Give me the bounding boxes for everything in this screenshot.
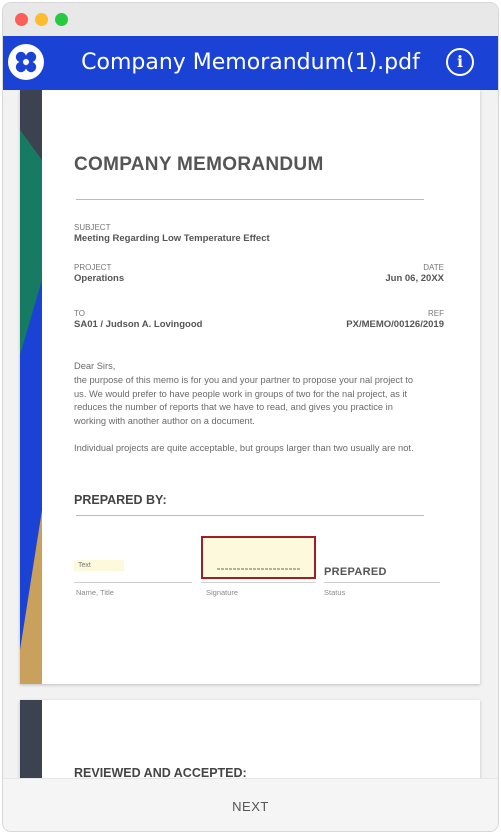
ref-value: PX/MEMO/00126/2019: [346, 319, 444, 330]
page-accent-stripe: [20, 700, 42, 778]
project-label: PROJECT: [74, 263, 112, 272]
page-accent-stripe: [20, 90, 42, 684]
signature-field-underline: [201, 582, 316, 583]
info-icon[interactable]: i: [446, 48, 474, 76]
prepared-by-heading: PREPARED BY:: [74, 493, 167, 507]
pdf-viewer[interactable]: [3, 90, 498, 778]
prepared-divider: [76, 515, 424, 516]
footer-bar: [3, 778, 498, 831]
close-window-button[interactable]: [15, 13, 28, 26]
app-logo-icon[interactable]: [8, 44, 44, 80]
document-title: Company Memorandum(1).pdf: [81, 50, 420, 75]
subject-value: Meeting Regarding Low Temperature Effect: [74, 233, 270, 244]
name-title-input[interactable]: Text: [74, 560, 124, 571]
zoom-window-button[interactable]: [55, 13, 68, 26]
memo-paragraph-2: Individual projects are quite acceptable, but groups larger than two usually are not.: [74, 443, 414, 453]
window-titlebar: [3, 3, 498, 36]
pdf-page-1: [20, 90, 480, 684]
date-label: DATE: [423, 263, 444, 272]
memo-title: COMPANY MEMORANDUM: [74, 154, 324, 175]
memo-paragraph-1: the purpose of this memo is for you and your partner to propose your nal project to us. We would prefer to have people work in groups of two for the nal project, as it reduces the number of reports that we have to read, and gives you practice in working with another author on a document.: [74, 375, 414, 426]
title-divider: [76, 199, 424, 200]
to-value: SA01 / Judson A. Lovingood: [74, 319, 203, 330]
name-field-underline: [74, 582, 192, 583]
app-window: [3, 3, 498, 831]
signature-field[interactable]: [201, 536, 316, 579]
date-value: Jun 06, 20XX: [385, 273, 444, 284]
signature-label: Signature: [206, 588, 239, 597]
project-value: Operations: [74, 273, 125, 284]
name-title-label: Name, Title: [76, 588, 114, 597]
memo-greeting: Dear Sirs,: [74, 361, 116, 371]
status-value: PREPARED: [324, 566, 387, 578]
status-label: Status: [324, 588, 346, 597]
minimize-window-button[interactable]: [35, 13, 48, 26]
subject-label: SUBJECT: [74, 223, 111, 232]
ref-label: REF: [428, 309, 444, 318]
next-button[interactable]: NEXT: [232, 799, 269, 814]
reviewed-heading: REVIEWED AND ACCEPTED:: [74, 766, 247, 778]
to-label: TO: [74, 309, 85, 318]
signature-line: [217, 568, 300, 570]
pdf-page-2: [20, 700, 480, 778]
app-header: [3, 36, 498, 90]
status-field-underline: [324, 582, 440, 583]
